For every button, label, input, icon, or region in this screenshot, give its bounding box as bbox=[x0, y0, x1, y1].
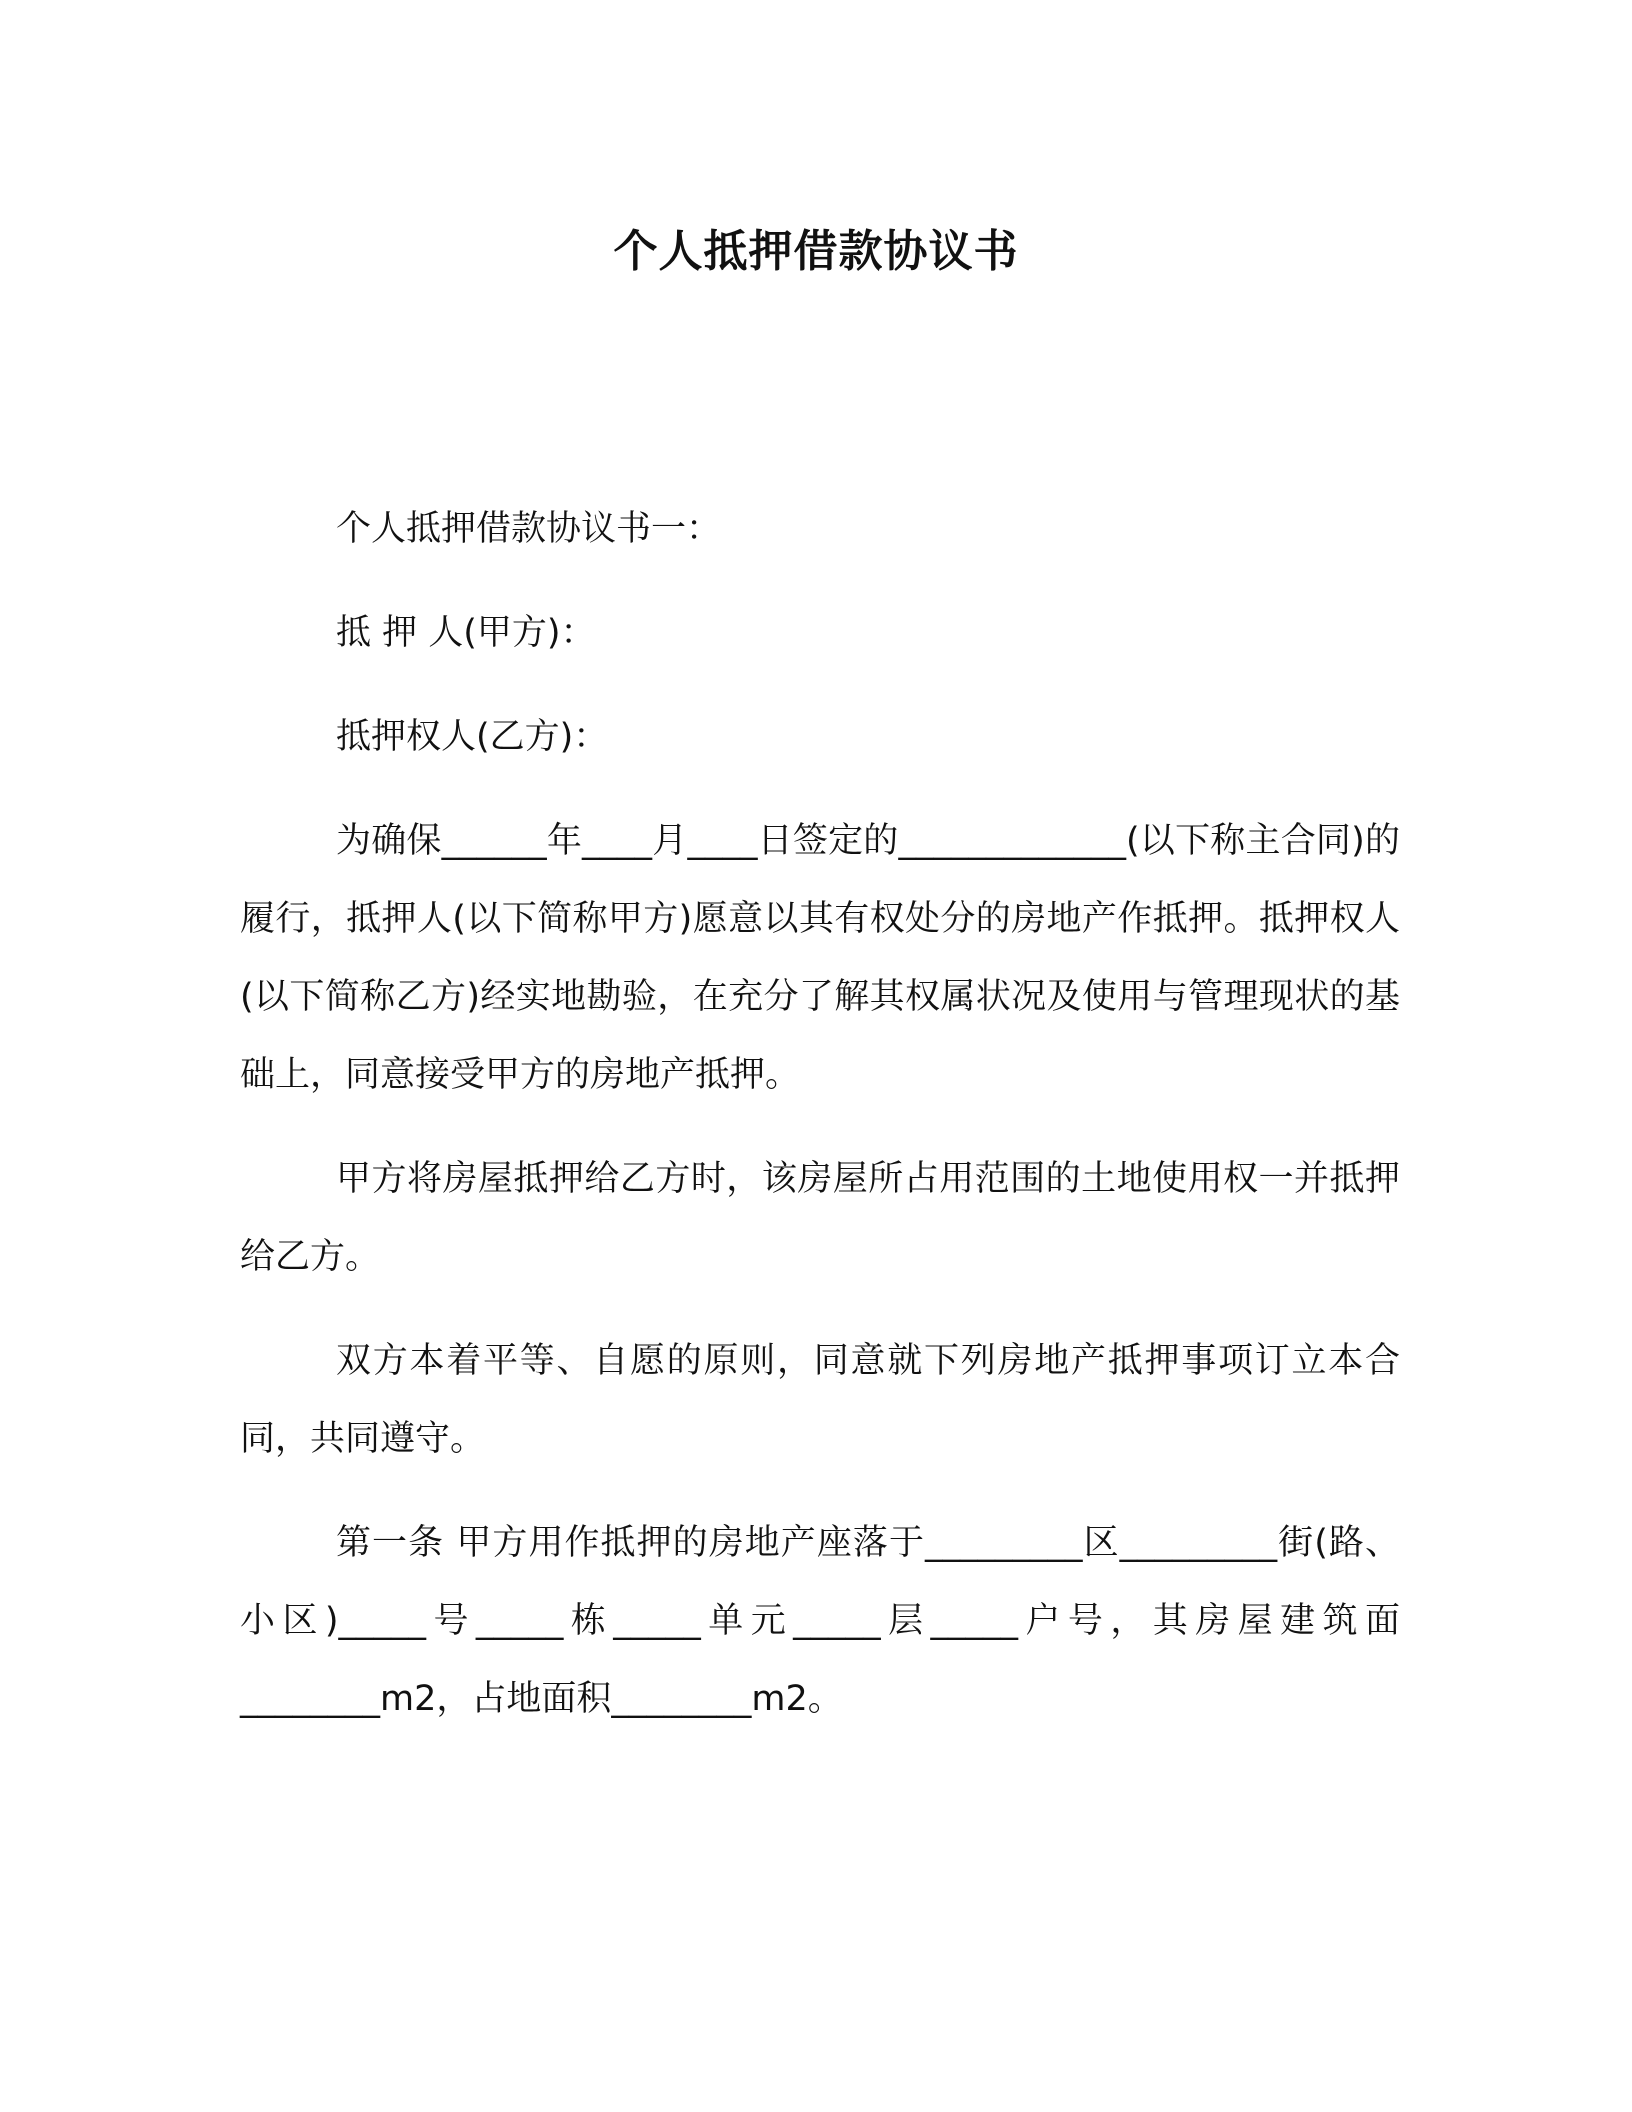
paragraph-mortgagee: 抵押权人(乙方)： bbox=[336, 717, 609, 757]
document-title: 个人抵押借款协议书 bbox=[613, 226, 1019, 277]
document-body bbox=[240, 490, 1400, 1764]
paragraph-principle: 双方本着平等、自愿的原则，同意就下列房地产抵押事项订立本合同，共同遵守。 bbox=[240, 1341, 1400, 1459]
paragraph-subtitle: 个人抵押借款协议书一： bbox=[336, 509, 722, 549]
paragraph-land-use: 甲方将房屋抵押给乙方时，该房屋所占用范围的土地使用权一并抵押给乙方。 bbox=[240, 1159, 1400, 1277]
paragraph-article-one: 第一条 甲方用作抵押的房地产座落于_________区_________街(路、小区)_____号_____栋_____单元_____层_____户号，其房屋建筑面________m2，占地面积________m2。 bbox=[240, 1523, 1400, 1719]
paragraph-purpose: 为确保______年____月____日签定的_____________(以下称主合同)的履行，抵押人(以下简称甲方)愿意以其有权处分的房地产作抵押。抵押权人(以下简称乙方)经实地勘验，在充分了解其权属状况及使用与管理现状的基础上，同意接受甲方的房地产抵押。 bbox=[240, 821, 1400, 1095]
paragraph-mortgagor: 抵 押 人(甲方)： bbox=[336, 613, 596, 653]
